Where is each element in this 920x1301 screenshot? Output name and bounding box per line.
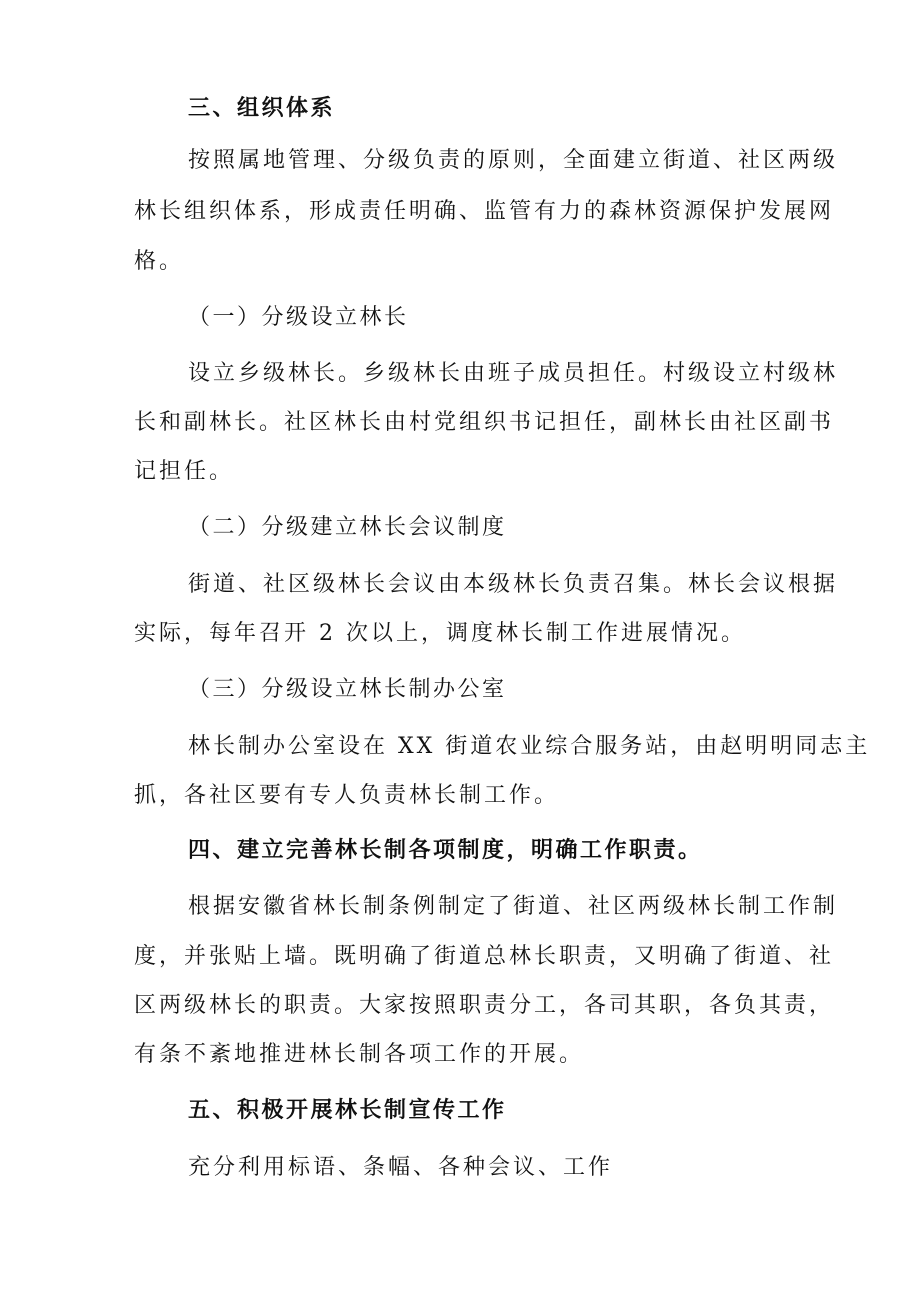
section-heading-organization: 三、组织体系 <box>188 96 336 121</box>
paragraph-line: 格。 <box>134 249 185 274</box>
section-heading-publicity: 五、积极开展林长制宣传工作 <box>188 1098 507 1123</box>
paragraph-line: 街道、社区级林长会议由本级林长负责召集。林长会议根据 <box>188 572 839 597</box>
subsection-heading-2: （二）分级建立林长会议制度 <box>188 515 507 540</box>
paragraph-line: 长和副林长。社区林长由村党组织书记担任，副林长由社区副书 <box>134 410 835 435</box>
paragraph-line: 抓，各社区要有专人负责林长制工作。 <box>134 783 560 808</box>
subsection-heading-3: （三）分级设立林长制办公室 <box>188 677 507 702</box>
paragraph-line: 设立乡级林长。乡级林长由班子成员担任。村级设立村级林 <box>188 361 839 386</box>
paragraph-line: 根据安徽省林长制条例制定了街道、社区两级林长制工作制 <box>188 894 839 919</box>
paragraph-line: 林长组织体系，形成责任明确、监管有力的森林资源保护发展网 <box>134 199 835 224</box>
paragraph-line: 充分利用标语、条幅、各种会议、工作 <box>188 1155 614 1180</box>
subsection-heading-1: （一）分级设立林长 <box>188 305 409 330</box>
paragraph-line: 林长制办公室设在 XX 街道农业综合服务站，由赵明明同志主 <box>188 734 871 759</box>
paragraph-line: 有条不紊地推进林长制各项工作的开展。 <box>134 1042 585 1067</box>
paragraph-line: 记担任。 <box>134 459 235 484</box>
section-heading-systems: 四、建立完善林长制各项制度，明确工作职责。 <box>188 838 703 863</box>
paragraph-line: 按照属地管理、分级负责的原则，全面建立街道、社区两级 <box>188 148 839 173</box>
paragraph-line: 区两级林长的职责。大家按照职责分工，各司其职，各负其责， <box>134 993 835 1018</box>
paragraph-line: 度，并张贴上墙。既明确了街道总林长职责，又明确了街道、社 <box>134 944 835 969</box>
paragraph-line: 实际，每年召开 2 次以上，调度林长制工作进展情况。 <box>134 621 746 646</box>
